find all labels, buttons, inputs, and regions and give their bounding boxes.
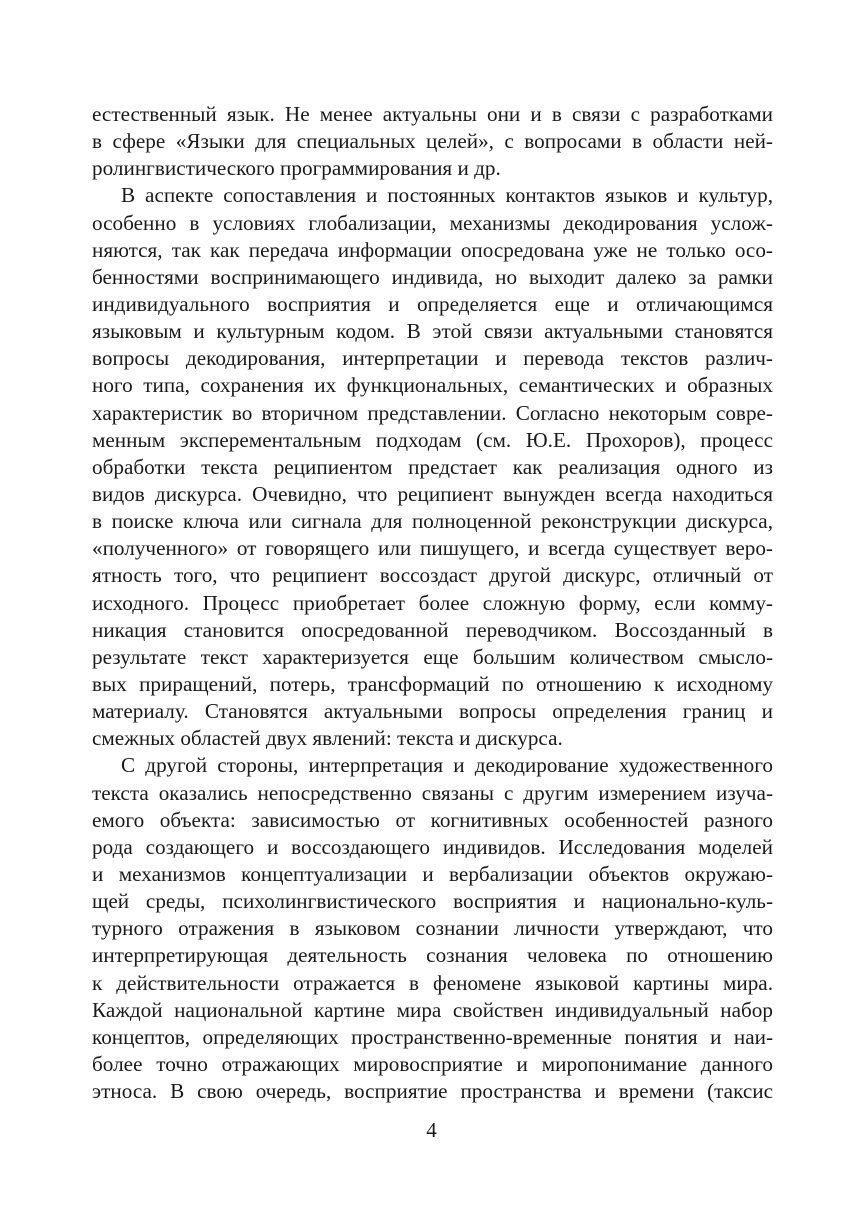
- text-line: в поиске ключа или сигнала для полноценной реконструкции дискурса,: [92, 509, 773, 534]
- text-line: ролингвистического программирования и др.: [92, 156, 501, 181]
- text-line: «полученного» от говорящего или пишущего, и всегда существует веро-: [92, 536, 773, 561]
- text-line: текста оказались непосредственно связаны с другим измерением изуча-: [92, 780, 773, 805]
- page-number: 4: [426, 1118, 437, 1142]
- text-line: исходного. Процесс приобретает более сложную форму, если комму-: [92, 590, 773, 615]
- text-line: вопросы декодирования, интерпретации и перевода текстов различ-: [92, 346, 773, 371]
- text-line: обработки текста реципиентом предстает как реализация одного из: [92, 454, 773, 479]
- text-line: материалу. Становятся актуальными вопросы определения границ и: [92, 699, 773, 724]
- paragraph: [92, 182, 773, 752]
- text-line: интерпретирующая деятельность сознания человека по отношению: [92, 943, 773, 968]
- text-line: Каждой национальной картине мира свойствен индивидуальный набор: [92, 997, 773, 1022]
- text-line: к действительности отражается в феномене языковой картины мира.: [92, 970, 773, 995]
- text-line: более точно отражающих мировосприятие и миропонимание данного: [92, 1051, 773, 1076]
- text-line: турного отражения в языковом сознании личности утверждают, что: [92, 916, 773, 941]
- text-line: вых приращений, потерь, трансформаций по отношению к исходному: [92, 671, 773, 696]
- text-line: естественный язык. Не менее актуальны они и в связи с разработками: [92, 102, 773, 126]
- text-line: С другой стороны, интерпретация и декодирование художественного: [121, 753, 773, 778]
- text-line: менным эксперементальным подходам (см. Ю.Е. Прохоров), процесс: [92, 427, 773, 452]
- text-line: щей среды, психолингвистического восприятия и национально-куль-: [92, 889, 773, 914]
- paragraph: [92, 752, 773, 1105]
- text-line: концептов, определяющих пространственно-временные понятия и наи-: [92, 1024, 773, 1049]
- text-line: в сфере «Языки для специальных целей», с вопросами в области ней-: [92, 129, 773, 154]
- body-text: [92, 101, 773, 1105]
- text-line: никация становится опосредованной переводчиком. Воссозданный в: [92, 617, 773, 642]
- text-line: бенностями воспринимающего индивида, но выходит далеко за рамки: [92, 264, 773, 289]
- text-line: языковым и культурным кодом. В этой связи актуальными становятся: [92, 319, 773, 344]
- text-line: особенно в условиях глобализации, механизмы декодирования услож-: [92, 210, 773, 235]
- text-line: рода создающего и воссоздающего индивидов. Исследования моделей: [92, 834, 773, 859]
- text-line: индивидуального восприятия и определяется еще и отличающимся: [92, 291, 773, 316]
- text-line: и механизмов концептуализации и вербализации объектов окружаю-: [92, 861, 773, 886]
- text-line: этноса. В свою очередь, восприятие пространства и времени (таксис: [92, 1079, 773, 1104]
- text-line: результате текст характеризуется еще большим количеством смысло-: [92, 644, 773, 669]
- text-line: характеристик во вторичном представлении. Согласно некоторым совре-: [92, 400, 773, 425]
- text-line: ятность того, что реципиент воссоздаст другой дискурс, отличный от: [92, 563, 773, 588]
- text-line: смежных областей двух явлений: текста и дискурса.: [92, 726, 563, 751]
- text-line: видов дискурса. Очевидно, что реципиент вынужден всегда находиться: [92, 481, 773, 506]
- text-line: В аспекте сопоставления и постоянных контактов языков и культур,: [121, 183, 773, 208]
- text-line: емого объекта: зависимостью от когнитивных особенностей разного: [92, 807, 773, 832]
- paragraph: [92, 101, 773, 182]
- text-line: ного типа, сохранения их функциональных, семантических и образных: [92, 373, 773, 398]
- text-line: няются, так как передача информации опосредована уже не только осо-: [92, 237, 773, 262]
